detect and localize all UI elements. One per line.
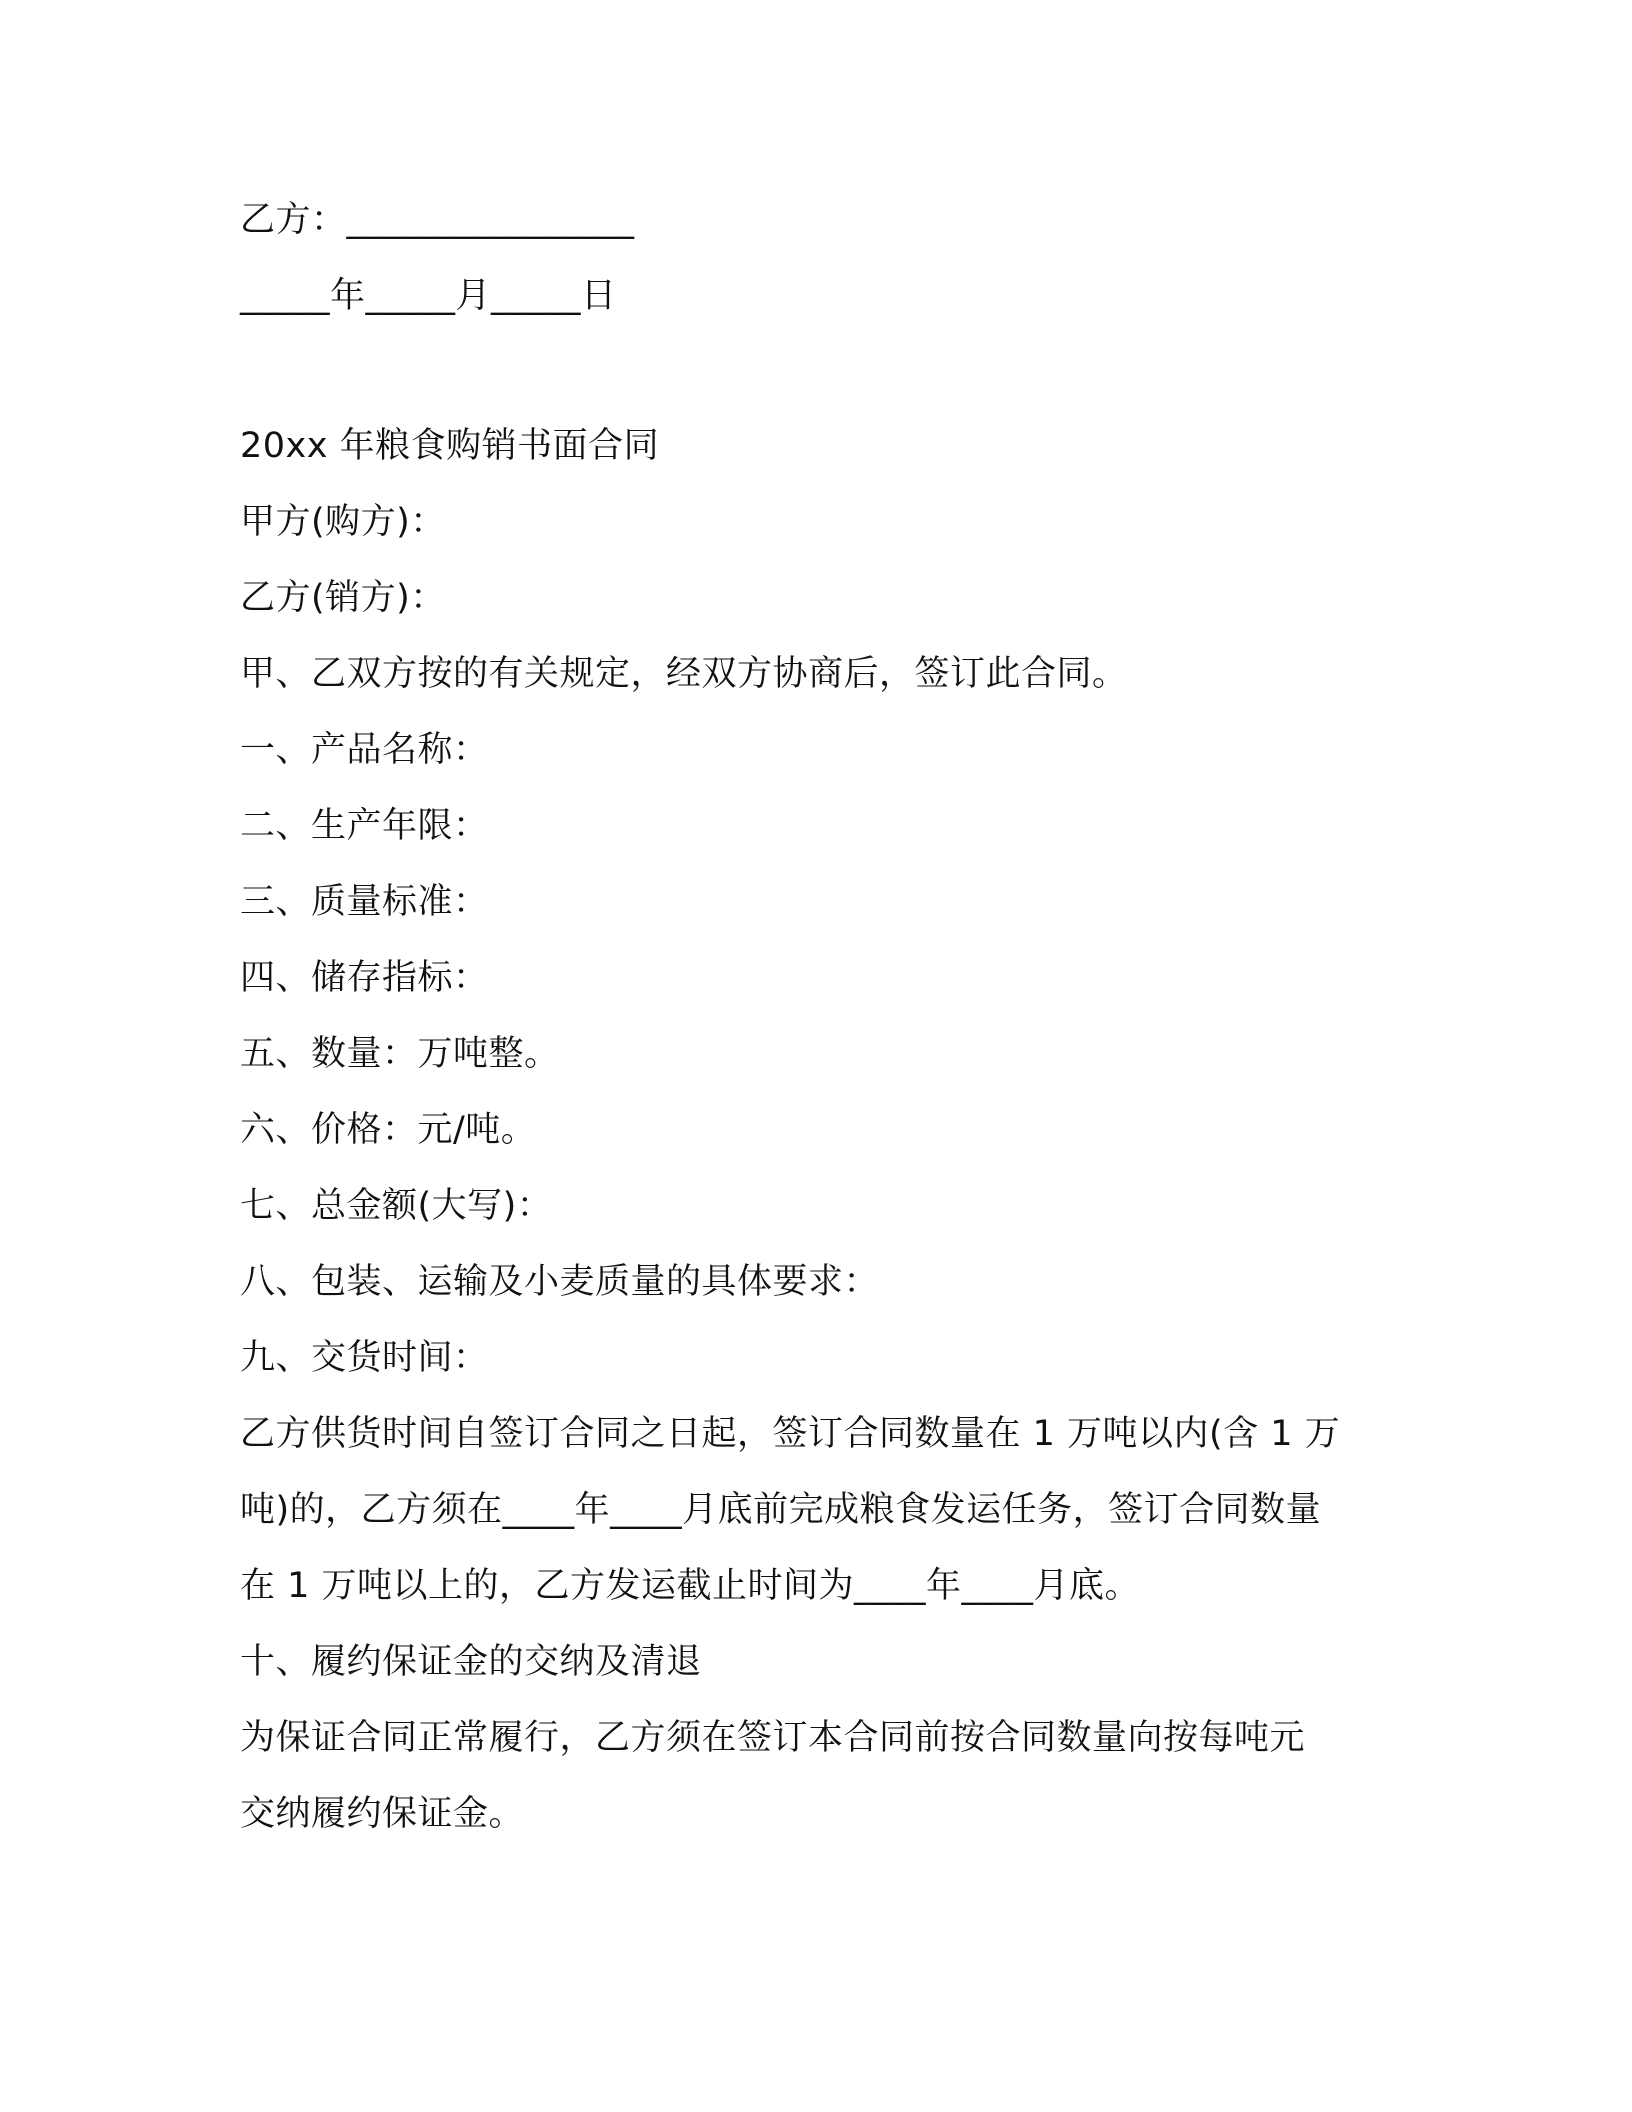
item-total-amount: 七、总金额(大写)： — [240, 1186, 553, 1226]
intro-paragraph: 甲、乙双方按的有关规定，经双方协商后，签订此合同。 — [240, 654, 1128, 694]
party-b-line: 乙方(销方)： — [240, 578, 446, 618]
delivery-paragraph-line-1: 乙方供货时间自签订合同之日起，签订合同数量在 1 万吨以内(含 1 万 — [240, 1414, 1341, 1454]
item-storage-index: 四、储存指标： — [240, 958, 489, 998]
item-delivery-time: 九、交货时间： — [240, 1338, 489, 1378]
item-product-name: 一、产品名称： — [240, 730, 489, 770]
item-price: 六、价格：元/吨。 — [240, 1110, 537, 1150]
deposit-paragraph-line-2: 交纳履约保证金。 — [240, 1794, 525, 1834]
deposit-heading: 十、履约保证金的交纳及清退 — [240, 1642, 702, 1682]
delivery-paragraph-line-3: 在 1 万吨以上的，乙方发运截止时间为____年____月底。 — [240, 1566, 1141, 1606]
party-a-line: 甲方(购方)： — [240, 502, 446, 542]
item-production-year: 二、生产年限： — [240, 806, 489, 846]
deposit-paragraph-line-1: 为保证合同正常履行，乙方须在签订本合同前按合同数量向按每吨元 — [240, 1718, 1306, 1758]
contract-title: 20xx 年粮食购销书面合同 — [240, 426, 660, 466]
item-quantity: 五、数量：万吨整。 — [240, 1034, 560, 1074]
signature-date: _____年_____月_____日 — [240, 276, 617, 316]
item-quality-standard: 三、质量标准： — [240, 882, 489, 922]
delivery-paragraph-line-2: 吨)的，乙方须在____年____月底前完成粮食发运任务，签订合同数量 — [240, 1490, 1322, 1530]
item-packaging-transport: 八、包装、运输及小麦质量的具体要求： — [240, 1262, 880, 1302]
signature-party-b: 乙方：________________ — [240, 200, 635, 240]
